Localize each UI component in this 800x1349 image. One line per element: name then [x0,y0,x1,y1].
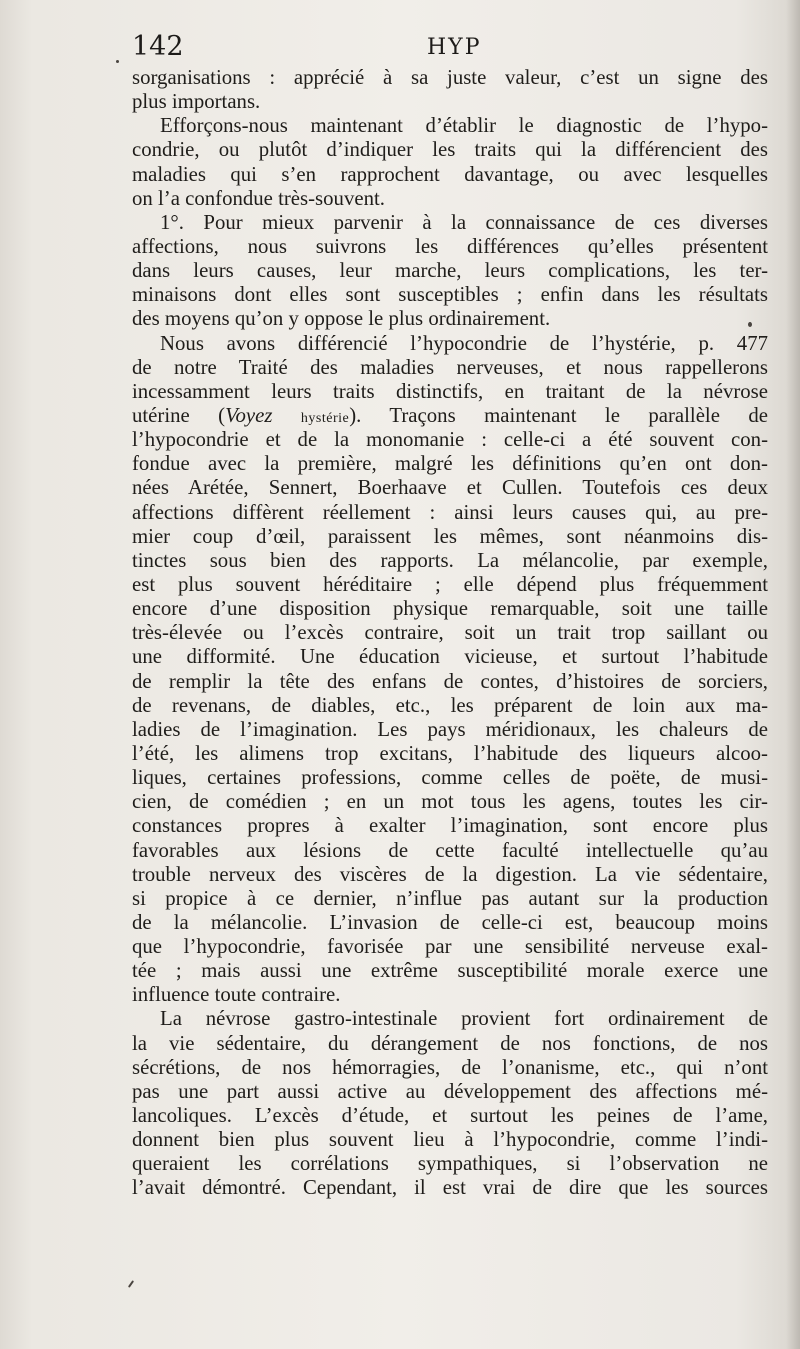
text-line: ladies de l’imagination. Les pays méridionaux, les chaleurs de [132,717,768,741]
text-line: incessamment leurs traits distinctifs, en traitant de la névrose [132,379,768,403]
text-line: tinctes sous bien des rapports. La mélancolie, par exemple, [132,548,768,572]
text-segment: ). Traçons maintenant le parallèle de [349,403,768,427]
text-line: condrie, ou plutôt d’indiquer les traits qui la différencient des [132,138,768,162]
text-line: liques, certaines professions, comme celles de poëte, de musi- [132,766,768,790]
text-line: de remplir la tête des enfans de contes, d’histoires de sorciers, [132,669,768,693]
text-line: tée ; mais aussi une extrême susceptibilité morale exerce une [132,959,768,983]
text-line: si propice à ce dernier, n’influe pas autant sur la production [132,886,768,910]
text-line: est plus souvent héréditaire ; elle dépend plus fréquemment [132,572,768,596]
text-line: favorables aux lésions de cette faculté intellectuelle qu’au [132,838,768,862]
text-line: fondue avec la première, malgré les définitions qu’en ont don- [132,452,768,476]
text-line: affections, nous suivrons les différences qu’elles présentent [132,234,768,258]
running-head: HYP [427,35,482,60]
text-line: que l’hypocondrie, favorisée par une sensibilité nerveuse exal- [132,935,768,959]
text-line: nées Arétée, Sennert, Boerhaave et Cullen. Toutefois ces deux [132,476,768,500]
text-line: sorganisations : apprécié à sa juste valeur, c’est un signe des [132,66,768,89]
text-line: sécrétions, de nos hémorragies, de l’onanisme, etc., qui n’ont [132,1055,768,1079]
text-line: très-élevée ou l’excès contraire, soit un trait trop saillant ou [132,621,768,645]
text-line: queraient les corrélations sympathiques, si l’observation ne [132,1152,768,1176]
text-line: la vie sédentaire, du dérangement de nos fonctions, de nos [132,1031,768,1055]
text-line: trouble nerveux des viscères de la digestion. La vie sédentaire, [132,862,768,886]
text-line: minaisons dont elles sont susceptibles ; enfin dans les résultats [132,283,768,307]
text-line: donnent bien plus souvent lieu à l’hypocondrie, comme l’indi- [132,1128,768,1152]
text-line: constances propres à exalter l’imagination, sont encore plus [132,814,768,838]
text-line: plus importans. [132,90,261,114]
text-line: l’été, les alimens trop excitans, l’habitude des liqueurs alcoo- [132,741,768,765]
text-line-with-reference [132,404,768,428]
text-line: on l’a confondue très-souvent. [132,186,385,210]
ink-speck [128,1280,134,1288]
text-line: des moyens qu’on y oppose le plus ordinairement. [132,307,551,331]
text-line: une difformité. Une éducation vicieuse, et surtout l’habitude [132,645,768,669]
text-line: encore d’une disposition physique remarquable, soit une taille [132,597,768,621]
page-number: 142 [132,31,184,62]
text-line: l’avait démontré. Cependant, il est vrai de dire que les sources [132,1176,768,1200]
text-line: cien, de comédien ; en un mot tous les agens, toutes les cir- [132,790,768,814]
paragraph-start-line: Nous avons différencié l’hypocondrie de l’hystérie, p. 477 [160,331,768,355]
paragraph-start-line: La névrose gastro-intestinale provient fort ordinairement de [160,1007,768,1031]
text-line: influence toute contraire. [132,983,341,1007]
text-line: pas une part aussi active au développement des affections mé- [132,1079,768,1103]
paragraph-start-line: 1°. Pour mieux parvenir à la connaissance de ces diverses [160,210,768,234]
text-line: maladies qui s’en rapprochent davantage, ou avec lesquelles [132,162,768,186]
voyez-reference: Voyez [225,403,273,427]
ink-speck [748,322,752,327]
text-line: affections diffèrent réellement : ainsi leurs causes qui, au pre- [132,500,768,524]
cross-reference-hysterie: hystérie [300,410,350,426]
text-line: de notre Traité des maladies nerveuses, et nous rappellerons [132,355,768,379]
body-text [132,66,768,1201]
text-line: de revenans, de diables, etc., les préparent de loin aux ma- [132,693,768,717]
text-segment: utérine ( [132,403,226,427]
text-line: l’hypocondrie et de la monomanie : celle-ci a été souvent con- [132,428,768,452]
paragraph-start-line: Efforçons-nous maintenant d’établir le diagnostic de l’hypo- [160,114,768,138]
text-line: de la mélancolie. L’invasion de celle-ci est, beaucoup moins [132,910,768,934]
text-line: dans leurs causes, leur marche, leurs complications, les ter- [132,259,768,283]
text-line: lancoliques. L’excès d’étude, et surtout les peines de l’ame, [132,1104,768,1128]
ink-speck [116,60,119,63]
page-header [132,30,768,70]
text-line: mier coup d’œil, paraissent les mêmes, sont néanmoins dis- [132,524,768,548]
